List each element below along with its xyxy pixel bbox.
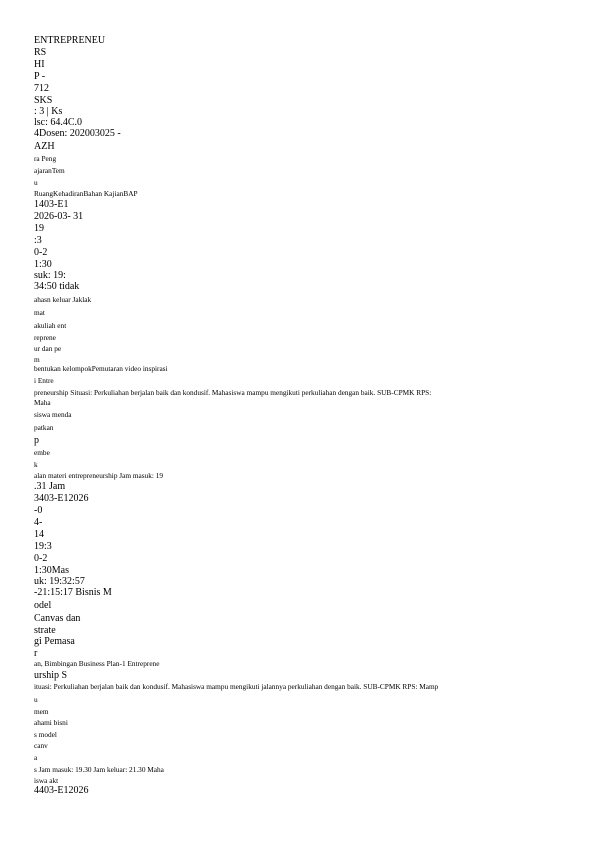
text-line: HI (34, 59, 45, 70)
text-line: embe (34, 448, 50, 457)
text-line: iswa akt (34, 776, 59, 785)
text-line: suk: 19: (34, 270, 66, 281)
text-line: u (34, 178, 38, 187)
text-line: p (34, 435, 39, 446)
text-line: 1:30 (34, 259, 52, 270)
text-line: ur dan pe (34, 344, 62, 353)
text-line: s Jam masuk: 19.30 Jam keluar: 21.30 Maha (34, 765, 164, 774)
text-line: r (34, 648, 38, 659)
text-line: .31 Jam (34, 481, 66, 492)
text-line: an, Bimbingan Business Plan-1 Entreprene (34, 659, 160, 668)
text-line: akuliah ent (34, 321, 67, 330)
text-line: Maha (34, 398, 51, 407)
text-line: ahasn keluar Jaklak (34, 295, 92, 304)
text-line: -0 (34, 505, 43, 516)
text-line: : 3 | Ks (34, 106, 63, 117)
text-line: 0-2 (34, 553, 48, 564)
text-line: 14 (34, 529, 44, 540)
text-line: lsc: 64.4C.0 (34, 117, 83, 128)
text-line: urship S (34, 670, 68, 681)
text-line: i Entre (34, 376, 54, 385)
text-line: 4Dosen: 202003025 - (34, 128, 121, 139)
text-line: s model (34, 730, 57, 739)
text-line: 1403-E1 (34, 199, 69, 210)
text-line: ahami bisni (34, 718, 68, 727)
text-line: P - (34, 71, 46, 82)
text-line: 2026-03- 31 (34, 211, 84, 222)
text-line: Canvas dan (34, 613, 81, 624)
text-line: odel (34, 600, 52, 611)
text-line: canv (34, 741, 48, 750)
text-line: reprene (34, 333, 56, 342)
text-line: SKS (34, 95, 53, 106)
text-line: ajaranTem (34, 166, 65, 175)
text-line: 19 (34, 223, 44, 234)
text-line: bentukan kelompokPemutaran video inspirasi (34, 364, 168, 373)
text-line: k (34, 460, 38, 469)
text-line: AZH (34, 141, 55, 152)
text-line: mem (34, 707, 49, 716)
text-line: gi Pemasa (34, 636, 75, 647)
text-line: preneurship Situasi: Perkuliahan berjalan baik dan kondusif. Mahasiswa mampu mengikuti perkuliahan dengan baik. SUB-CPMK RPS: (34, 388, 432, 397)
text-line: 34:50 tidak (34, 281, 80, 292)
text-line: siswa menda (34, 410, 72, 419)
text-line: :3 (34, 235, 42, 246)
text-line: 3403-E12026 (34, 493, 89, 504)
text-line: 4- (34, 517, 43, 528)
text-line: u (34, 695, 38, 704)
text-line: ENTREPRENEU (34, 35, 106, 46)
text-line: strate (34, 625, 56, 636)
text-line: alan materi entrepreneurship Jam masuk: 19 (34, 471, 164, 480)
text-line: 4403-E12026 (34, 785, 89, 796)
text-line: -21:15:17 Bisnis M (34, 587, 112, 598)
text-line: 0-2 (34, 247, 48, 258)
text-line: ra Peng (34, 154, 57, 163)
text-line: RS (34, 47, 47, 58)
text-line: 1:30Mas (34, 565, 69, 576)
text-line: 19:3 (34, 541, 52, 552)
text-line: ituasi: Perkuliahan berjalan baik dan kondusif. Mahasiswa mampu mengikuti jalannya perkuliahan dengan baik. SUB-CPMK RPS: Mamp (34, 682, 439, 691)
text-line: mat (34, 308, 45, 317)
text-line: a (34, 753, 38, 762)
text-line: RuangKehadiranBahan KajianBAP (34, 189, 138, 198)
text-line: patkan (34, 423, 54, 432)
text-line: 712 (34, 83, 49, 94)
text-line: uk: 19:32:57 (34, 576, 85, 587)
text-line: m (34, 355, 40, 364)
